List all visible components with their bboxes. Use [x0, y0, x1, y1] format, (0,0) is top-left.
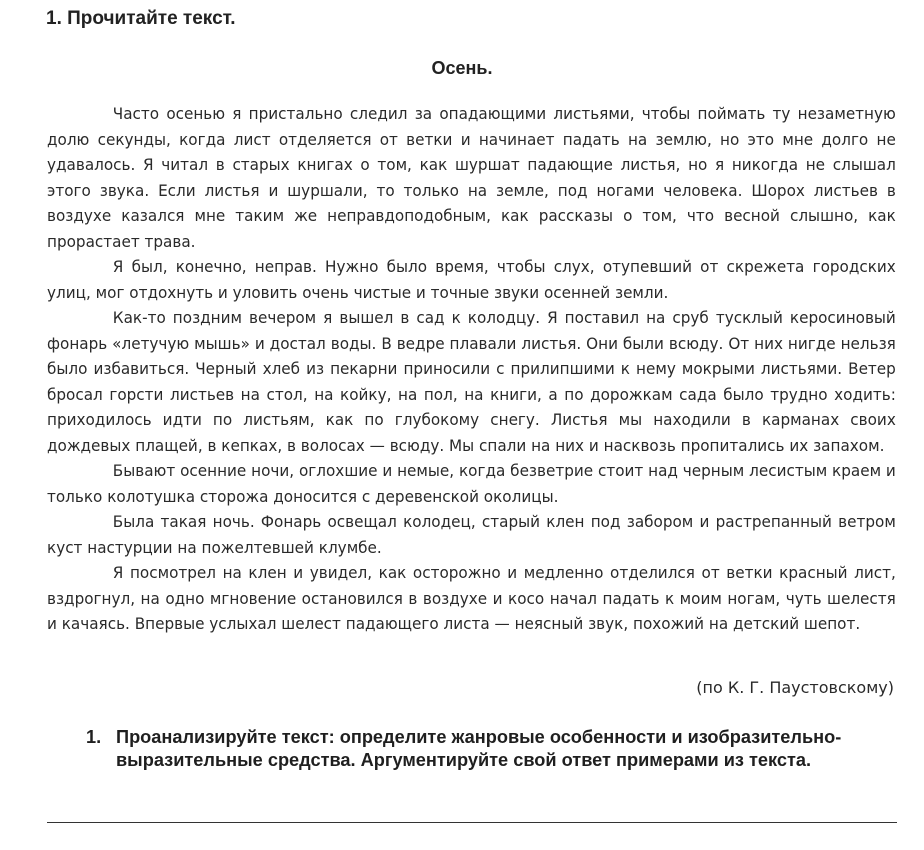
story-paragraph: Я посмотрел на клен и увидел, как осторожно и медленно отделился от ветки красный лист, вздрогнул, на одно мгновение остановился в воздухе и косо начал падать к моим ногам, чуть шелестя и качаясь. Впервые услыхал шелест падающего листа — неясный звук, похожий на детский шепот. — [47, 563, 896, 633]
question-number: 1. — [86, 727, 102, 747]
task-heading: 1. Прочитайте текст. — [46, 8, 236, 29]
story-text — [47, 101, 896, 637]
text-title: Осень. — [431, 58, 493, 78]
answer-line — [47, 822, 897, 823]
story-paragraph: Я был, конечно, неправ. Нужно было время, чтобы слух, отупевший от скрежета городских улиц, мог отдохнуть и уловить очень чистые и точные звуки осенней земли. — [47, 257, 896, 302]
story-paragraph: Часто осенью я пристально следил за опадающими листьями, чтобы поймать ту незаметную долю секунды, когда лист отделяется от ветки и начинает падать на землю, но это мне долго не удавалось. Я читал в старых книгах о том, как шуршат падающие листья, но я никогда не слышал этого звука. Если листья и шуршали, то только на земле, под ногами человека. Шорох листьев в воздухе казался мне таким же неправдоподобным, как рассказы о том, что весной слышно, как прорастает трава. — [47, 104, 896, 251]
story-paragraph: Как-то поздним вечером я вышел в сад к колодцу. Я поставил на сруб тусклый керосиновый фонарь «летучую мышь» и достал воды. В ведре плавали листья. Они были всюду. От них нигде нельзя было избавиться. Черный хлеб из пекарни приносили с прилипшими к нему мокрыми листьями. Ветер бросал горсти листьев на стол, на койку, на пол, на книги, а по дорожкам сада было трудно ходить: приходилось идти по листьям, как по глубокому снегу. Листья мы находили в карманах своих дождевых плащей, в кепках, в волосах — всюду. Мы спали на них и насквозь пропитались их запахом. — [47, 308, 896, 455]
question-item — [86, 726, 886, 772]
text-attribution: (по К. Г. Паустовскому) — [696, 678, 894, 697]
story-paragraph: Бывают осенние ночи, оглохшие и немые, когда безветрие стоит над черным лесистым краем и только колотушка сторожа доносится с деревенской околицы. — [47, 461, 896, 506]
question-text: Проанализируйте текст: определите жанровые особенности и изобразительно- выразительные средства. Аргументируйте свой ответ примерами из текста. — [116, 727, 842, 770]
story-paragraph: Была такая ночь. Фонарь освещал колодец, старый клен под забором и растрепанный ветром куст настурции на пожелтевшей клумбе. — [47, 512, 896, 557]
